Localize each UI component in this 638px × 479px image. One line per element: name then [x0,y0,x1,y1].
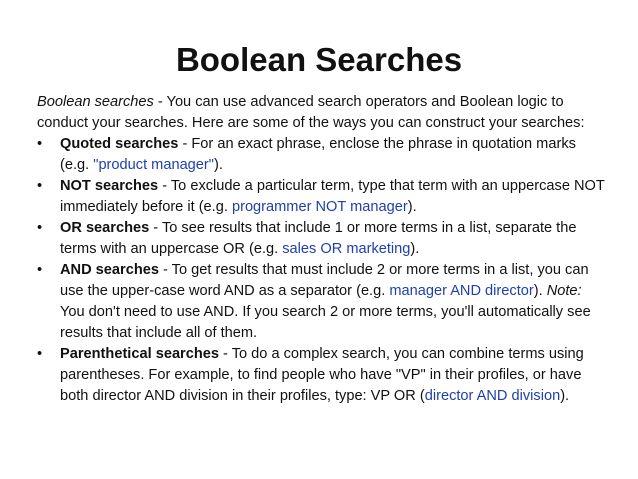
bullet-or-searches [37,218,607,260]
note-text: You don't need to use AND. If you search 2 or more terms, you'll automatically see results that include all of them. [60,304,591,341]
bullet-glyph: • [37,346,43,362]
bullet-text-mid: ). [533,283,547,299]
intro-paragraph [37,92,607,134]
bullet-heading: AND searches [60,262,159,278]
bullet-heading: Quoted searches [60,136,179,152]
slide-title: Boolean Searches [175,41,463,78]
intro-term: Boolean searches [37,94,154,110]
bullet-quoted-searches [37,134,607,176]
example-link[interactable]: sales OR marketing [282,241,411,257]
bullet-heading: NOT searches [60,178,159,194]
bullet-heading: OR searches [60,220,150,236]
bullet-text-end: ). [560,388,570,404]
example-link[interactable]: manager AND director [389,283,534,299]
bullet-heading: Parenthetical searches [60,346,219,362]
example-link[interactable]: "product manager" [93,157,214,173]
bullet-text: - To get results that must include 2 or more terms in a list, you can use the upper-case word AND as a separator (e.g. [60,262,589,299]
bullet-parenthetical-searches [37,344,607,407]
bullet-glyph: • [37,178,43,194]
bullet-glyph: • [37,220,43,236]
bullet-list [37,134,607,407]
bullet-text-end: ). [410,241,420,257]
bullet-text: - For an exact phrase, enclose the phrase in quotation marks (e.g. [60,136,576,173]
bullet-text: - To do a complex search, you can combine terms using parentheses. For example, to find people who have "VP" in their profiles, or have both director AND division in their profiles, type: VP OR ( [60,346,584,404]
example-link[interactable]: director AND division [424,388,561,404]
slide-body [37,92,607,407]
bullet-not-searches [37,176,607,218]
bullet-text: - To exclude a particular term, type that term with an uppercase NOT immediately before it (e.g. [60,178,605,215]
bullet-glyph: • [37,262,43,278]
note-label: Note: [546,283,582,299]
bullet-and-searches [37,260,607,344]
bullet-text-end: ). [407,199,417,215]
bullet-text: - To see results that include 1 or more terms in a list, separate the terms with an uppercase OR (e.g. [60,220,577,257]
intro-text: - You can use advanced search operators and Boolean logic to conduct your searches. Here are some of the ways you can construct your searches: [37,94,585,131]
bullet-text-end: ). [213,157,223,173]
bullet-glyph: • [37,136,43,152]
example-link[interactable]: programmer NOT manager [231,199,408,215]
